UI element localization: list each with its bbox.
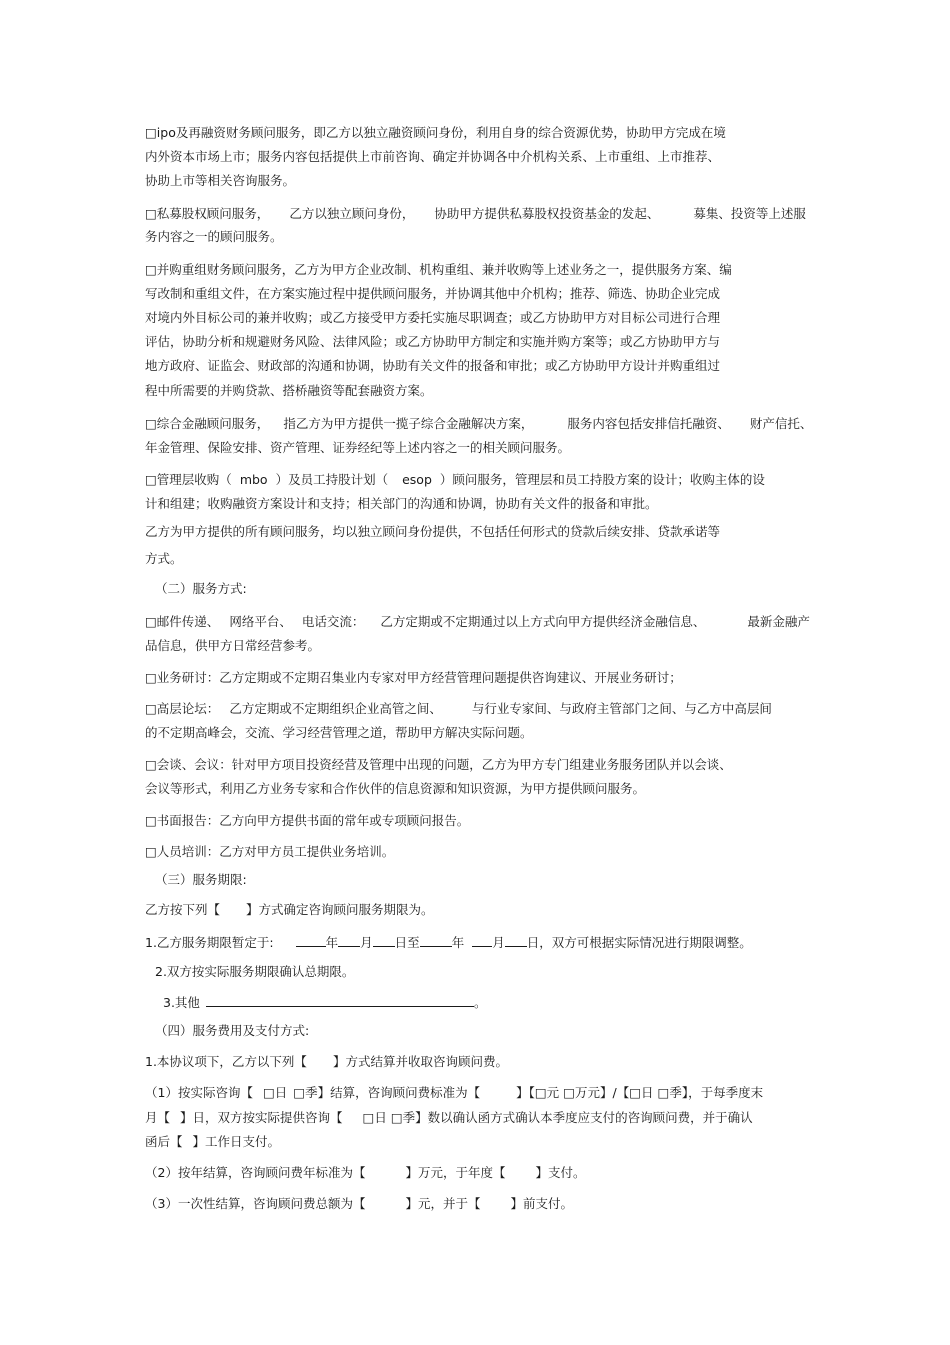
text-segment: 日，双方可根据实际情况进行期限调整。 <box>526 935 752 950</box>
independent-note-line-2: 方式。 <box>145 551 183 566</box>
ma-service-line-6: 程中所需要的并购贷款、搭桥融资等配套融资方案。 <box>145 383 433 398</box>
text-segment: 】万元，于年度【 <box>405 1165 506 1180</box>
text-segment: 】方式结算并收取咨询顾问费。 <box>332 1054 508 1069</box>
text-segment: 1.本协议项下，乙方以下列【 <box>145 1054 307 1069</box>
fee-option-2 <box>145 1165 586 1181</box>
text-segment: 最新金融产 <box>747 614 810 629</box>
text-segment: 电话交流： <box>301 614 365 629</box>
ma-service-line-1: □并购重组财务顾问服务，乙方为甲方企业改制、机构重组、兼并收购等上述业务之一，提供服务方案、编 <box>145 262 732 277</box>
text-segment: 】前支付。 <box>510 1196 573 1211</box>
section-heading-service-method: （二）服务方式: <box>155 581 247 596</box>
text-segment: 年 <box>325 935 339 950</box>
ma-service-line-2: 写改制和重组文件，在方案实施过程中提供顾问服务，并协调其他中介机构；推荐、筛选、协助企业完成 <box>145 286 721 301</box>
text-segment: esop <box>402 472 432 487</box>
text-segment: （2）按年结算，咨询顾问费年标准为【 <box>145 1165 366 1180</box>
ma-service-line-5: 地方政府、证监会、财政部的沟通和协调，协助有关文件的报备和审批；或乙方协助甲方设计并购重组过 <box>145 358 721 373</box>
section-heading-fees: （四）服务费用及支付方式: <box>155 1023 310 1038</box>
method-report: □书面报告：乙方向甲方提供书面的常年或专项顾问报告。 <box>145 813 470 828</box>
method-forum-line-2: 的不定期高峰会，交流、学习经营管理之道，帮助甲方解决实际问题。 <box>145 725 533 740</box>
text-segment: 】方式确定咨询顾问服务期限为。 <box>246 902 434 917</box>
checkbox-yuan[interactable]: □元 <box>534 1085 560 1100</box>
ma-service-line-4: 评估，协助分析和规避财务风险、法律风险；或乙方协助甲方制定和实施并购方案等；或乙方协助甲方与 <box>145 334 721 349</box>
text-segment: 服务内容包括安排信托融资、 <box>567 416 730 431</box>
text-segment: 】工作日支付。 <box>192 1134 281 1149</box>
text-segment: □邮件传递、 <box>145 614 220 629</box>
blank-field[interactable] <box>338 934 360 947</box>
checkbox-day[interactable]: □日 <box>362 1110 387 1125</box>
text-segment: 1.乙方服务期限暂定于: <box>145 935 274 950</box>
method-seminar: □业务研讨：乙方定期或不定期召集业内专家对甲方经营管理问题提供咨询建议、开展业务研讨； <box>145 670 682 685</box>
ipo-service-line-3: 协助上市等相关咨询服务。 <box>145 173 296 188</box>
ipo-service-line-2: 内外资本市场上市；服务内容包括提供上市前咨询、确定并协调各中介机构关系、上市重组、上市推荐、 <box>145 149 721 164</box>
text-segment: 】【 <box>516 1085 535 1100</box>
text-segment: 乙方以独立顾问身份， <box>289 206 415 221</box>
text-segment: □高层论坛： <box>145 701 220 716</box>
text-segment: □综合金融顾问服务， <box>145 416 270 431</box>
term-item-3 <box>163 994 486 1011</box>
method-meeting-line-2: 会议等形式，利用乙方业务专家和合作伙伴的信息资源和知识资源，为甲方提供顾问服务。 <box>145 781 646 796</box>
term-item-1 <box>145 934 752 951</box>
checkbox-season[interactable]: □季】结算，咨询顾问费标准为【 <box>293 1085 481 1100</box>
fee-item-1 <box>145 1054 508 1070</box>
text-segment: ）顾问服务，管理层和员工持股方案的设计；收购主体的设 <box>439 472 765 487</box>
ma-service-line-3: 对境内外目标公司的兼并收购；或乙方接受甲方委托实施尽职调查；或乙方协助甲方对目标公司进行合理 <box>145 310 721 325</box>
blank-field[interactable] <box>472 934 492 947</box>
finance-service-line-2: 年金管理、保险安排、资产管理、证券经纪等上述内容之一的相关顾问服务。 <box>145 440 571 455</box>
text-segment: （3）一次性结算，咨询顾问费总额为【 <box>145 1196 366 1211</box>
blank-field[interactable] <box>420 934 452 947</box>
checkbox-day[interactable]: □日 <box>629 1085 654 1100</box>
fee-option-1-line-2 <box>145 1110 753 1126</box>
checkbox-season[interactable]: □季】数以确认函方式确认本季度应支付的咨询顾问费，并于确认 <box>390 1110 753 1125</box>
text-segment: mbo <box>239 472 268 487</box>
fee-option-1-line-1 <box>145 1085 763 1101</box>
method-forum-line-1 <box>145 701 772 717</box>
method-mail-line-1 <box>145 614 810 630</box>
text-segment: 与行业专家间、与政府主管部门之间、与乙方中高层间 <box>471 701 772 716</box>
checkbox-season[interactable]: □季】，于每季度末 <box>657 1085 764 1100</box>
term-method-line <box>145 902 434 918</box>
pe-service-line-1 <box>145 206 806 222</box>
text-segment: 。 <box>473 995 487 1010</box>
text-segment: □私募股权顾问服务， <box>145 206 270 221</box>
text-segment: 3.其他 <box>163 995 200 1010</box>
checkbox-day[interactable]: □日 <box>262 1085 288 1100</box>
text-segment: ）及员工持股计划（ <box>275 472 389 487</box>
text-segment: （1）按实际咨询【 <box>145 1085 253 1100</box>
text-segment: 】元，并于【 <box>405 1196 481 1211</box>
text-segment: 月【 <box>145 1110 171 1125</box>
text-segment: 月 <box>492 935 505 950</box>
independent-note-line-1: 乙方为甲方提供的所有顾问服务，均以独立顾问身份提供，不包括任何形式的贷款后续安排、贷款承诺等 <box>145 524 721 539</box>
blank-field[interactable] <box>505 934 527 947</box>
section-heading-service-term: （三）服务期限: <box>155 872 247 887</box>
text-segment: 乙方按下列【 <box>145 902 221 917</box>
finance-service-line-1 <box>145 416 812 432</box>
text-segment: 月 <box>360 935 373 950</box>
text-segment: 网络平台、 <box>229 614 292 629</box>
mbo-service-line-2: 计和组建；收购融资方案设计和支持；相关部门的沟通和协调，协助有关文件的报备和审批。 <box>145 496 658 511</box>
method-mail-line-2: 品信息，供甲方日常经营参考。 <box>145 638 321 653</box>
fee-option-3 <box>145 1196 573 1212</box>
blank-field[interactable] <box>296 934 326 947</box>
method-training: □人员培训：乙方对甲方员工提供业务培训。 <box>145 844 395 859</box>
blank-field[interactable] <box>373 934 395 947</box>
blank-field[interactable] <box>206 994 474 1007</box>
text-segment: □管理层收购（ <box>145 472 232 487</box>
text-segment: 年 <box>451 935 465 950</box>
fee-option-1-line-3 <box>145 1134 280 1150</box>
pe-service-line-2: 务内容之一的顾问服务。 <box>145 229 283 244</box>
text-segment: 】支付。 <box>535 1165 586 1180</box>
text-segment: 函后【 <box>145 1134 183 1149</box>
text-segment: 乙方定期或不定期通过以上方式向甲方提供经济金融信息、 <box>380 614 706 629</box>
text-segment: 指乙方为甲方提供一揽子综合金融解决方案， <box>283 416 534 431</box>
text-segment: 财产信托、 <box>749 416 813 431</box>
ipo-service-line-1: □ipo及再融资财务顾问服务，即乙方以独立融资顾问身份，利用自身的综合资源优势，协助甲方完成在境 <box>145 125 726 140</box>
text-segment: 协助甲方提供私募股权投资基金的发起、 <box>434 206 660 221</box>
checkbox-wanyuan[interactable]: □万元】/【 <box>563 1085 630 1100</box>
method-meeting-line-1: □会谈、会议：针对甲方项目投资经营及管理中出现的问题，乙方为甲方专门组建业务服务团队并以会谈、 <box>145 757 732 772</box>
text-segment: 募集、投资等上述服 <box>693 206 806 221</box>
text-segment: 乙方定期或不定期组织企业高管之间、 <box>229 701 442 716</box>
text-segment: 】日，双方按实际提供咨询【 <box>180 1110 343 1125</box>
mbo-service-line-1 <box>145 472 765 488</box>
text-segment: 日至 <box>394 935 420 950</box>
term-item-2: 2.双方按实际服务期限确认总期限。 <box>155 964 355 979</box>
